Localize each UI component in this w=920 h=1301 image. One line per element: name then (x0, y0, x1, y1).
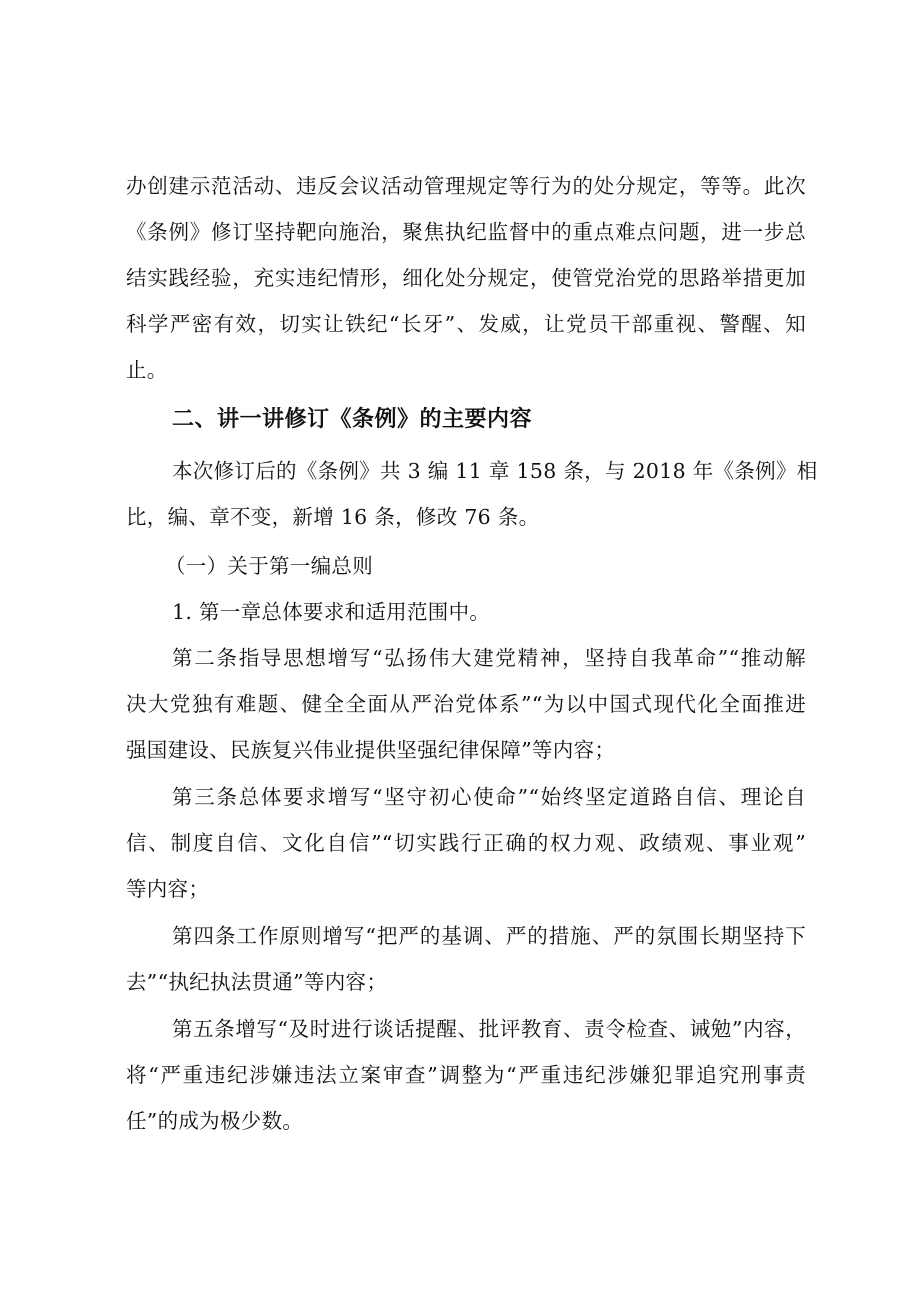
paragraph-line: 等内容； (126, 877, 210, 901)
paragraph-line: 科学严密有效，切实让铁纪“长牙”、发威，让党员干部重视、警醒、知 (126, 312, 806, 336)
paragraph-line: 强国建设、民族复兴伟业提供坚强纪律保障”等内容； (126, 738, 616, 762)
paragraph-line: 去”“执纪执法贯通”等内容； (126, 970, 388, 994)
paragraph-line: 比，编、章不变，新增 16 条，修改 76 条。 (126, 505, 540, 529)
paragraph-line: 止。 (126, 358, 168, 382)
subsection-heading: （一）关于第一编总则 (165, 554, 373, 578)
paragraph-line: 第五条增写“及时进行谈话提醒、批评教育、责令检查、诫勉”内容， (172, 1017, 806, 1041)
paragraph-line: 决大党独有难题、健全全面从严治党体系”“为以中国式现代化全面推进 (126, 692, 806, 716)
paragraph-line: 第三条总体要求增写“坚守初心使命”“始终坚定道路自信、理论自 (172, 785, 806, 809)
paragraph-line: 办创建示范活动、违反会议活动管理规定等行为的处分规定，等等。此次 (126, 174, 806, 198)
paragraph-line: 第四条工作原则增写“把严的基调、严的措施、严的氛围长期坚持下 (172, 924, 806, 948)
paragraph-line: 任”的成为极少数。 (126, 1109, 304, 1133)
paragraph-line: 《条例》修订坚持靶向施治，聚焦执纪监督中的重点难点问题，进一步总 (126, 220, 806, 244)
paragraph-line: 信、制度自信、文化自信”“切实践行正确的权力观、政绩观、事业观” (126, 831, 806, 855)
section-heading: 二、讲一讲修订《条例》的主要内容 (172, 407, 533, 432)
paragraph-line: 将“严重违纪涉嫌违法立案审查”调整为“严重违纪涉嫌犯罪追究刑事责 (126, 1063, 806, 1087)
item-heading: 1. 第一章总体要求和适用范围中。 (172, 600, 491, 624)
paragraph-line: 本次修订后的《条例》共 3 编 11 章 158 条，与 2018 年《条例》相 (172, 459, 818, 483)
paragraph-line: 结实践经验，充实违纪情形，细化处分规定，使管党治党的思路举措更加 (126, 266, 806, 290)
paragraph-line: 第二条指导思想增写“弘扬伟大建党精神，坚持自我革命”“推动解 (172, 646, 806, 670)
